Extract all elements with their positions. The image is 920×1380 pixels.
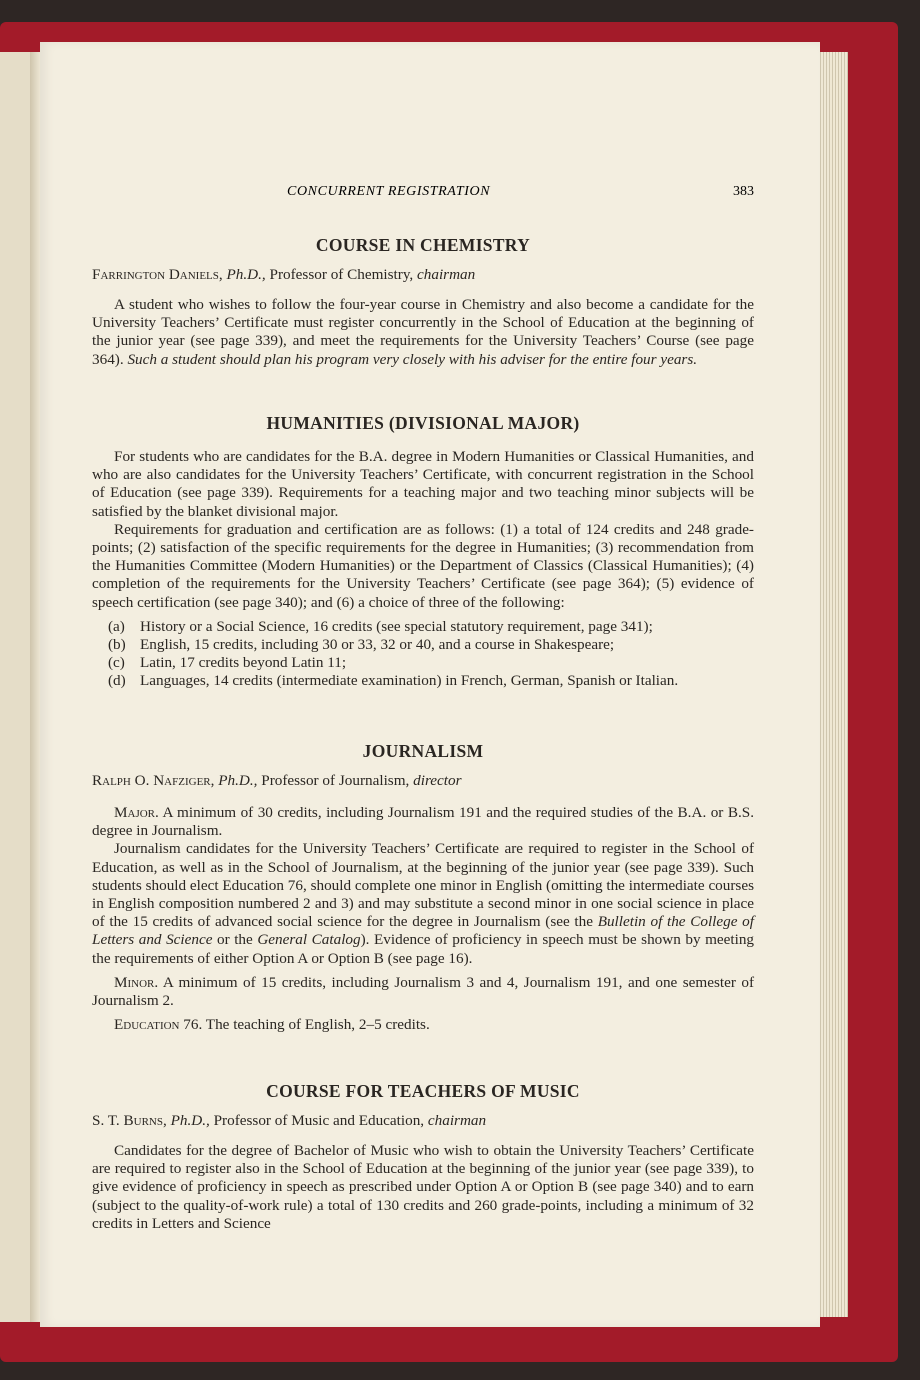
chemistry-degree: Ph.D., — [226, 266, 266, 283]
chemistry-paragraph-italic: Such a student should plan his program very closely with his adviser for the entire four years. — [127, 350, 698, 368]
journalism-minor-text: A minimum of 15 credits, including Journalism 3 and 4, Journalism 191, and one semester of Journalism 2. — [92, 973, 754, 1010]
humanities-item: (d) Languages, 14 credits (intermediate examination) in French, German, Spanish or Italian. — [108, 672, 679, 690]
chemistry-body — [92, 296, 754, 369]
journalism-person: Ralph O. Nafziger, — [92, 772, 215, 789]
bulletin-title: Bulletin of the College of Letters and Science — [92, 913, 754, 949]
humanities-item: (b) English, 15 credits, including 30 or 33, 32 or 40, and a course in Shakespeare; — [108, 636, 615, 654]
music-role: Professor of Music and Education, — [213, 1112, 425, 1129]
page-edges — [818, 52, 848, 1317]
music-heading: COURSE FOR TEACHERS OF MUSIC — [266, 1081, 580, 1101]
music-byline — [92, 1112, 754, 1130]
chemistry-paragraph: A student who wishes to follow the four-year course in Chemistry and also become a candidate for the University Teachers’ Certificate must register concurrently in the School of Education at the beginning of the junior year (see page 339), and meet the requirements for the University Teachers’ Course (see page 364). — [92, 296, 754, 368]
music-paragraph: Candidates for the degree of Bachelor of Music who wish to obtain the University Teachers’ Certificate are required to register also in the School of Education at the beginning of the junior year (see page 339), to give evidence of proficiency in speech as prescribed under Option A or Option B (see page 340) and to earn (subject to the quality-of-work rule) a total of 130 credits and 260 grade-points, including a minimum of 32 credits in Letters and Science — [92, 1142, 754, 1232]
education-course-text: 76. The teaching of English, 2–5 credits. — [183, 1016, 430, 1034]
journalism-role: Professor of Journalism, — [261, 772, 410, 789]
chemistry-heading: COURSE IN CHEMISTRY — [315, 235, 531, 255]
catalog-title: General Catalog — [257, 931, 361, 949]
music-person: S. T. Burns, — [92, 1112, 167, 1129]
music-title: chairman — [427, 1112, 487, 1129]
music-degree: Ph.D., — [170, 1112, 210, 1129]
journalism-byline — [92, 772, 754, 790]
journalism-paragraph: Journalism candidates for the University Teachers’ Certificate are required to register in the School of Education, as well as in the School of Journalism, at the beginning of the junior year (see page 339). Such students should elect Education 76, should complete one minor in English (omitting the intermediate courses in English composition numbered 2 and 3) and may substitute a second minor in one social science in place of the 15 credits of advanced social science for the degree in Journalism (see the — [92, 840, 754, 931]
journalism-minor-label: Minor. — [114, 973, 159, 991]
humanities-item: (c) Latin, 17 credits beyond Latin 11; — [108, 654, 347, 672]
humanities-heading: HUMANITIES (DIVISIONAL MAJOR) — [266, 413, 580, 433]
journalism-heading: JOURNALISM — [362, 741, 484, 761]
education-course-label: Education — [114, 1016, 180, 1034]
running-head — [92, 184, 754, 204]
journalism-paragraph-end: ). Evidence of proficiency in speech must be shown by meeting the requirements of either Option A or Option B (see page 16). — [92, 931, 755, 967]
humanities-item: (a) History or a Social Science, 16 credits (see special statutory requirement, page 341); — [108, 617, 653, 635]
humanities-paragraph-2: Requirements for graduation and certification are as follows: (1) a total of 124 credits and 248 grade-points; (2) satisfaction of the specific requirements for the degree in Humanities; (3) recommendation from the Humanities Committee (Modern Humanities) or the Department of Classics (Classical Humanities); (4) completion of the requirements for the University Teachers’ Certificate (see page 364); (5) evidence of speech certification (see page 340); and (6) a choice of three of the following: — [92, 520, 754, 611]
chemistry-byline — [92, 266, 754, 284]
running-head-title: CONCURRENT REGISTRATION — [287, 184, 491, 199]
journalism-title: director — [413, 772, 462, 789]
journalism-major-label: Major. — [114, 804, 159, 821]
chemistry-person: Farrington Daniels, — [92, 266, 223, 283]
journalism-body — [92, 804, 754, 1034]
humanities-body — [92, 448, 754, 691]
journalism-paragraph-connector: or the — [217, 931, 253, 949]
music-body — [92, 1142, 754, 1233]
journalism-degree: Ph.D., — [218, 772, 258, 789]
page-number: 383 — [733, 184, 754, 199]
chemistry-role: Professor of Chemistry, — [269, 266, 414, 283]
chemistry-title: chairman — [417, 266, 476, 283]
journalism-major-text: A minimum of 30 credits, including Journalism 191 and the required studies of the B.A. or B.S. degree in Journalism. — [92, 804, 754, 840]
humanities-paragraph-1: For students who are candidates for the B.A. degree in Modern Humanities or Classical Humanities, and who are also candidates for the University Teachers’ Certificate, with concurrent registration in the School of Education (see page 339). Requirements for a teaching major and two teaching minor subjects will be satisfied by the blanket divisional major. — [92, 448, 754, 520]
